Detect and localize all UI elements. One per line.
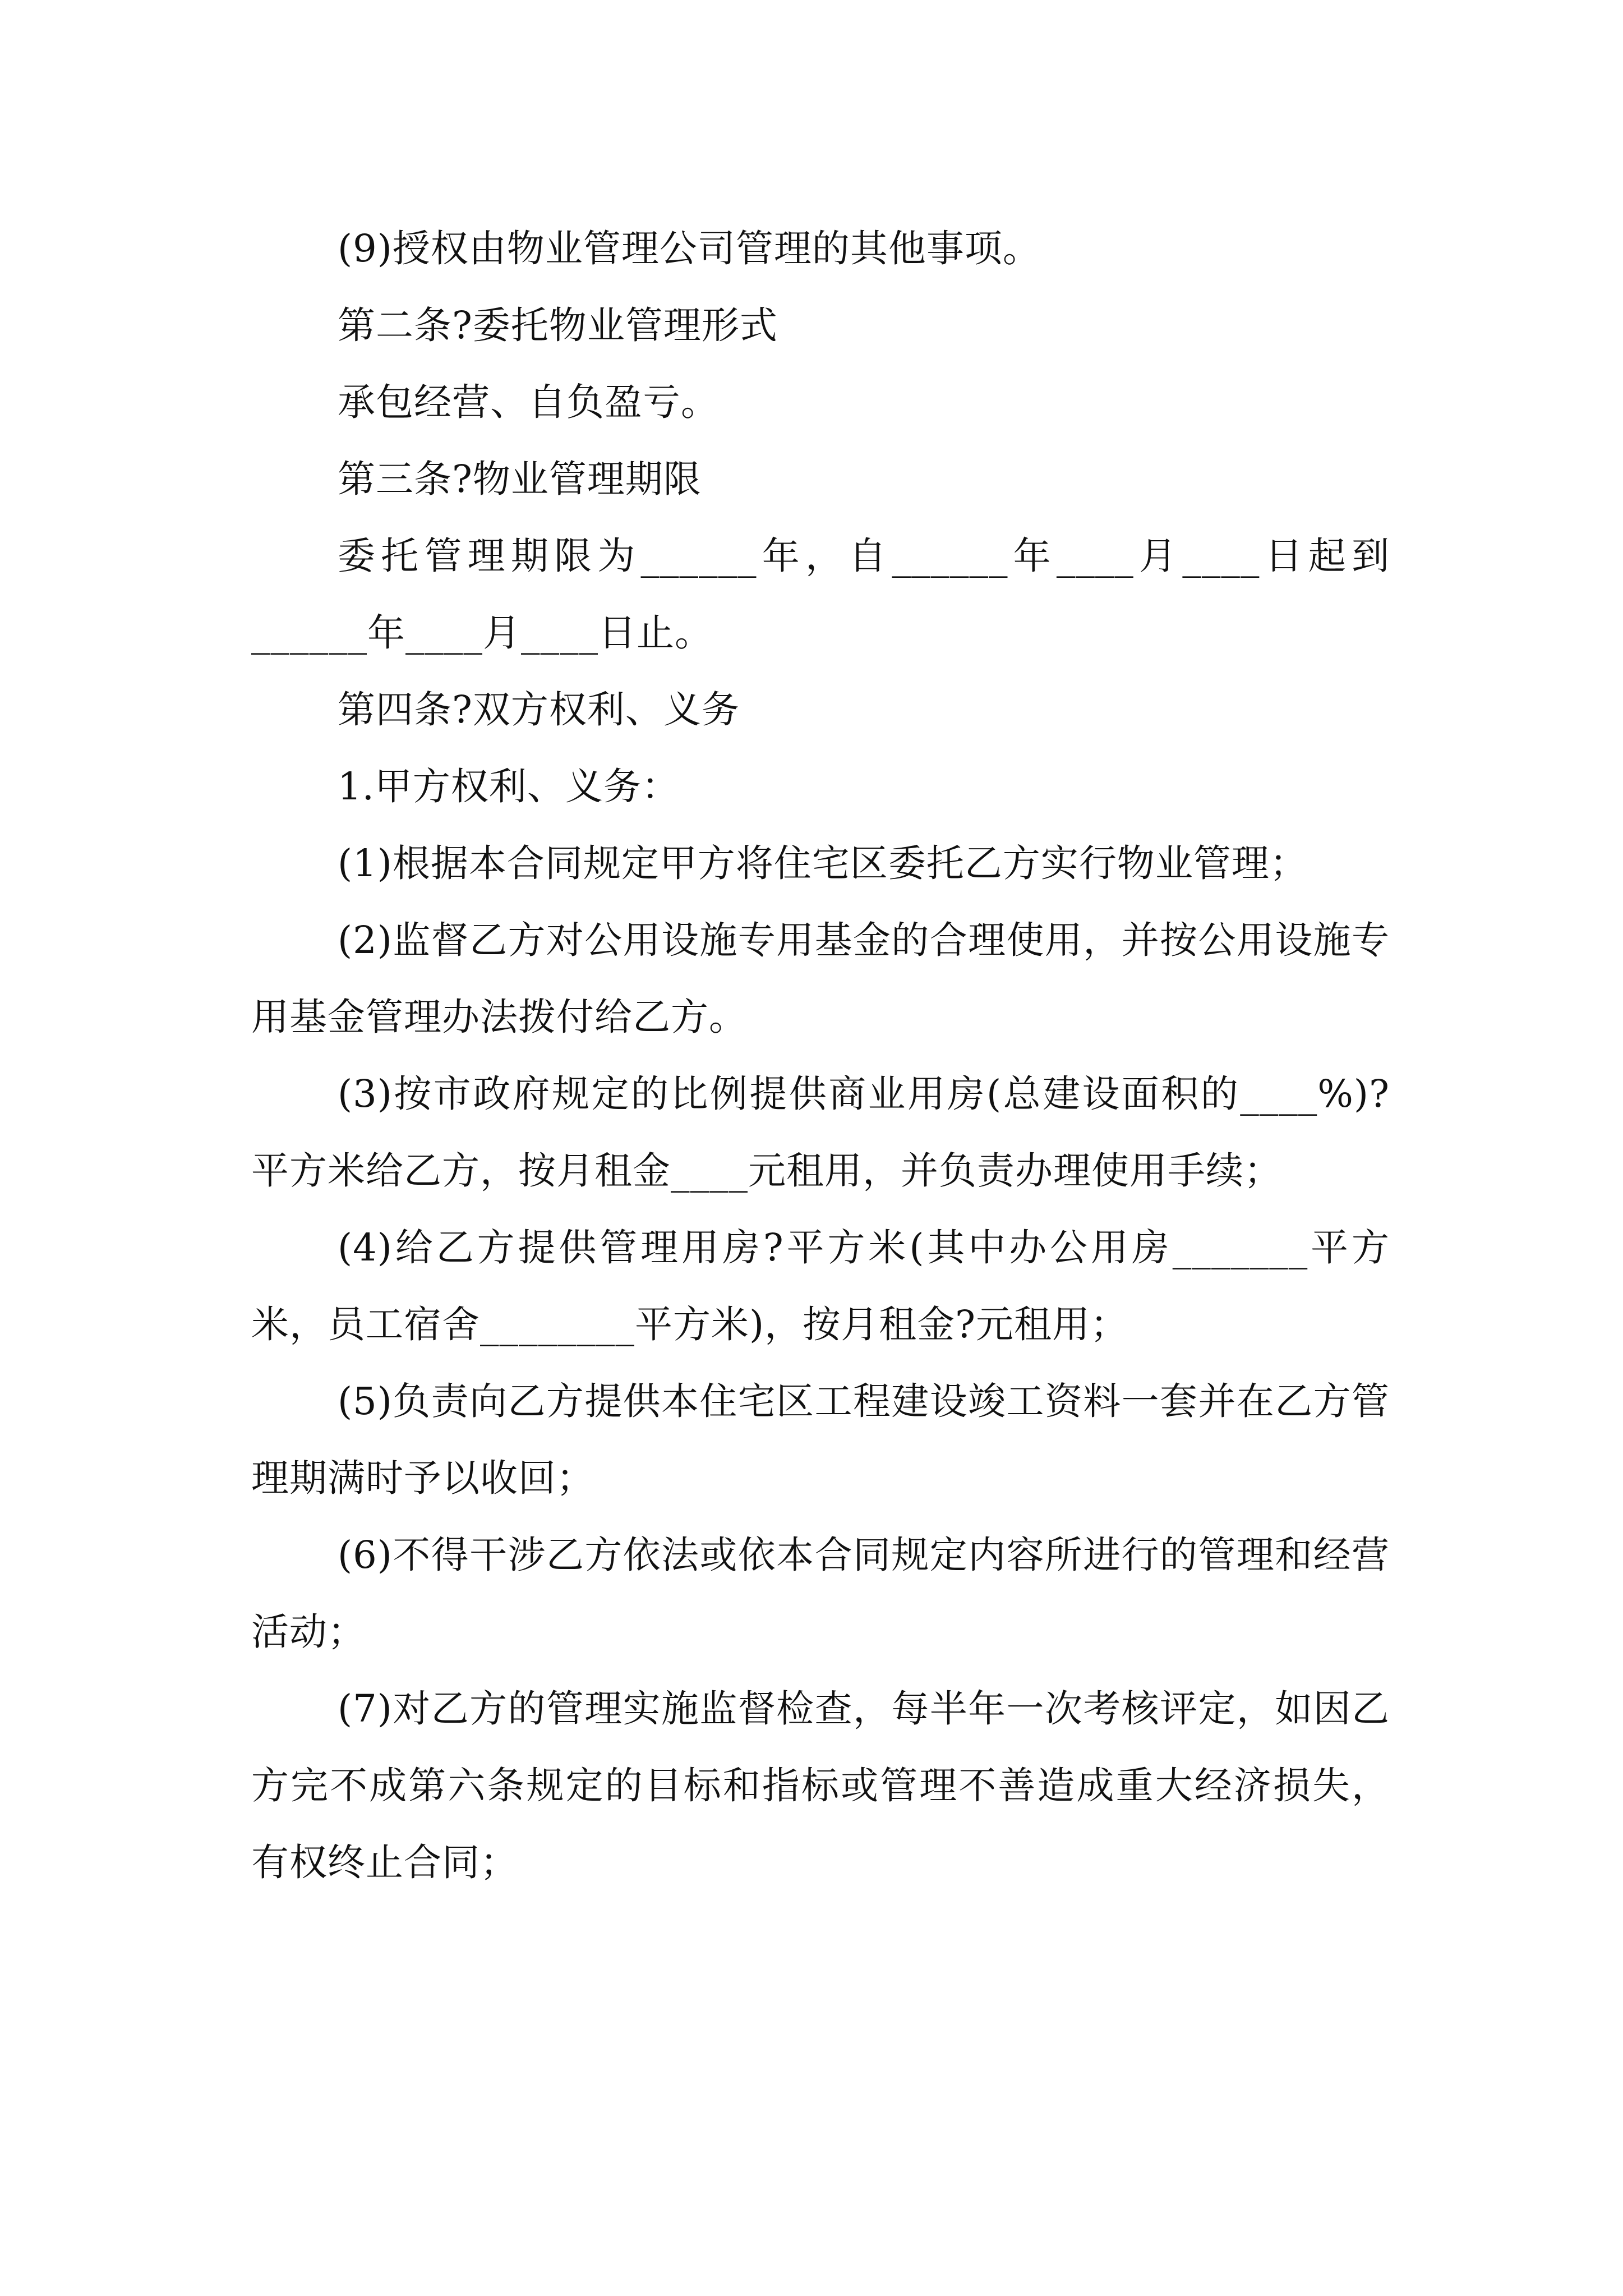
party-a-item-1: (1)根据本合同规定甲方将住宅区委托乙方实行物业管理； xyxy=(338,841,1308,885)
article-4-heading: 第四条?双方权利、义务 xyxy=(338,688,740,731)
paragraph-item-9: (9)授权由物业管理公司管理的其他事项。 xyxy=(338,227,1041,270)
party-a-rights-heading: 1.甲方权利、义务： xyxy=(338,765,680,808)
document-body xyxy=(251,210,1390,1901)
party-a-item-2: (2)监督乙方对公用设施专用基金的合理使用，并按公用设施专用基金管理办法拨付给乙方。 xyxy=(251,918,1390,1039)
party-a-item-6: (6)不得干涉乙方依法或依本合同规定内容所进行的管理和经营活动； xyxy=(251,1533,1390,1654)
article-3-content: 委托管理期限为______年，自______年____月____日起到______年____月____日止。 xyxy=(251,534,1390,655)
party-a-item-4: (4)给乙方提供管理用房?平方米(其中办公用房_______平方米，员工宿舍________平方米)，按月租金?元租用； xyxy=(251,1226,1390,1346)
article-2-content: 承包经营、自负盈亏。 xyxy=(338,380,719,424)
article-2-heading: 第二条?委托物业管理形式 xyxy=(338,303,778,347)
article-3-heading: 第三条?物业管理期限 xyxy=(338,457,702,501)
party-a-item-3: (3)按市政府规定的比例提供商业用房(总建设面积的____%)?平方米给乙方，按月租金____元租用，并负责办理使用手续； xyxy=(251,1072,1390,1193)
party-a-item-5: (5)负责向乙方提供本住宅区工程建设竣工资料一套并在乙方管理期满时予以收回； xyxy=(251,1379,1390,1500)
party-a-item-7: (7)对乙方的管理实施监督检查，每半年一次考核评定，如因乙方完不成第六条规定的目标和指标或管理不善造成重大经济损失，有权终止合同； xyxy=(251,1687,1390,1884)
